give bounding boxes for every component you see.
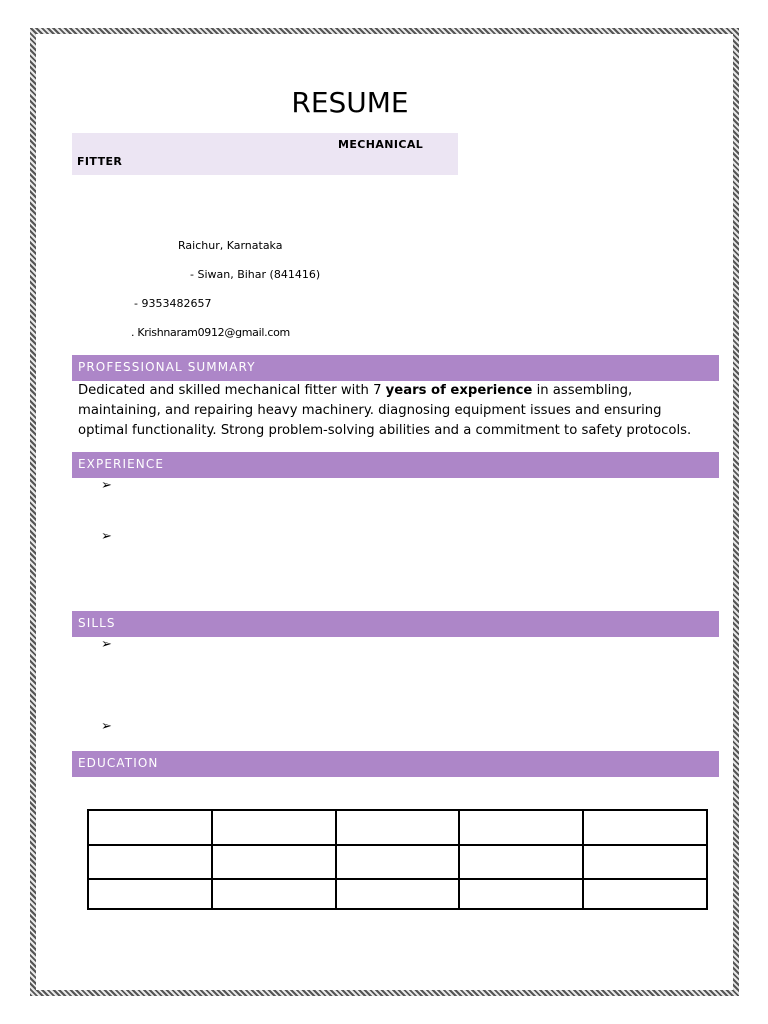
- table-cell: [212, 810, 336, 845]
- section-skills: SILLS: [72, 611, 719, 637]
- section-professional-summary: PROFESSIONAL SUMMARY: [72, 355, 719, 381]
- section-experience: EXPERIENCE: [72, 452, 719, 478]
- permanent-address: - Siwan, Bihar (841416): [190, 268, 321, 281]
- current-location: Raichur, Karnataka: [178, 239, 283, 252]
- table-row: [88, 845, 707, 879]
- summary-text: [78, 381, 708, 441]
- table-cell: [459, 879, 583, 909]
- table-cell: [88, 879, 212, 909]
- experience-bullet: ➢: [101, 478, 112, 493]
- experience-bullet: ➢: [101, 529, 112, 544]
- table-cell: [336, 845, 460, 879]
- table-row: [88, 810, 707, 845]
- table-cell: [336, 879, 460, 909]
- section-education: EDUCATION: [72, 751, 719, 777]
- skills-bullet: ➢: [101, 637, 112, 652]
- table-cell: [583, 879, 707, 909]
- job-title-box: [72, 133, 458, 175]
- table-cell: [336, 810, 460, 845]
- resume-title: RESUME: [291, 86, 409, 119]
- table-cell: [583, 810, 707, 845]
- skills-bullet: ➢: [101, 719, 112, 734]
- summary-text-part2: in assembling, maintaining, and repairing heavy machinery. diagnosing equipment issues and ensuring optimal functionality. Strong problem-solving abilities and a commitment to safety protocols.: [78, 383, 692, 438]
- email-address: . Krishnaram0912@gmail.com: [131, 326, 290, 339]
- summary-text-part1: Dedicated and skilled mechanical fitter with 7: [78, 383, 386, 398]
- job-title-line2: FITTER: [77, 155, 123, 168]
- table-cell: [212, 879, 336, 909]
- job-title-line1: MECHANICAL: [338, 138, 424, 151]
- table-row: [88, 879, 707, 909]
- table-cell: [583, 845, 707, 879]
- education-table: [87, 809, 708, 910]
- phone-number: - 9353482657: [134, 297, 212, 310]
- table-cell: [88, 810, 212, 845]
- table-cell: [459, 845, 583, 879]
- table-cell: [88, 845, 212, 879]
- table-cell: [459, 810, 583, 845]
- summary-text-bold: years of experience: [385, 383, 533, 398]
- table-cell: [212, 845, 336, 879]
